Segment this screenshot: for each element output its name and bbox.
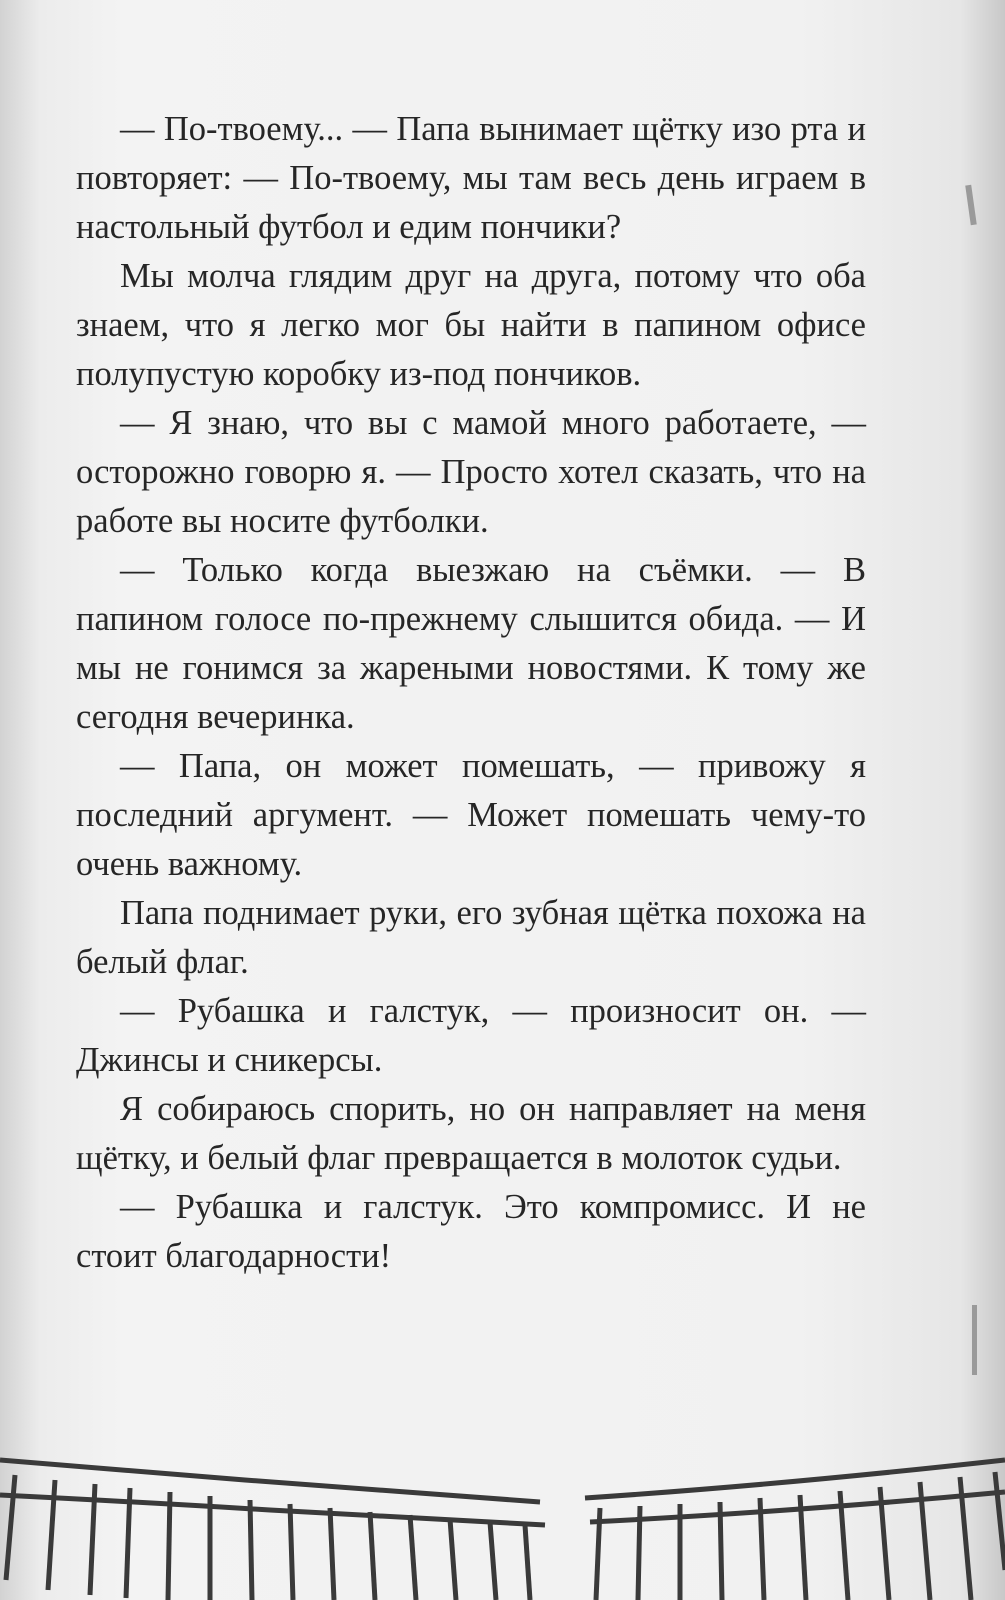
paragraph-4: — Только когда выезжаю на съёмки. — В папином голосе по-прежнему слышится обида. — И мы не гонимся за жареными новостями. К тому же сегодня вечеринка. [76,551,866,736]
paragraph-8: Я собираюсь спорить, но он направляет на меня щётку, и белый флаг превращается в молоток судьи. [76,1090,866,1177]
paragraph-7: — Рубашка и галстук, — произносит он. — Джинсы и сникерсы. [76,992,866,1079]
right-edge-mark-bottom [972,1305,977,1375]
paragraph-9: — Рубашка и галстук. Это компромисс. И не стоит благодарности! [76,1188,866,1275]
fence-illustration [0,1440,1005,1600]
paragraph-2: Мы молча глядим друг на друга, потому что оба знаем, что я легко мог бы найти в папином офисе полупустую коробку из-под пончиков. [76,257,866,393]
fence-right [585,1460,1005,1600]
right-edge-mark-top [965,185,977,225]
fence-left [0,1460,545,1600]
paragraph-5: — Папа, он может помешать, — привожу я последний аргумент. — Может помешать чему-то очень важному. [76,747,866,883]
paragraph-6: Папа поднимает руки, его зубная щётка похожа на белый флаг. [76,894,866,981]
paragraph-3: — Я знаю, что вы с мамой много работаете, — осторожно говорю я. — Просто хотел сказать, что на работе вы носите футболки. [76,404,866,540]
paragraph-1: — По-твоему... — Папа вынимает щётку изо рта и повторяет: — По-твоему, мы там весь день играем в настольный футбол и едим пончики? [76,110,866,246]
page-text [76,105,866,1281]
